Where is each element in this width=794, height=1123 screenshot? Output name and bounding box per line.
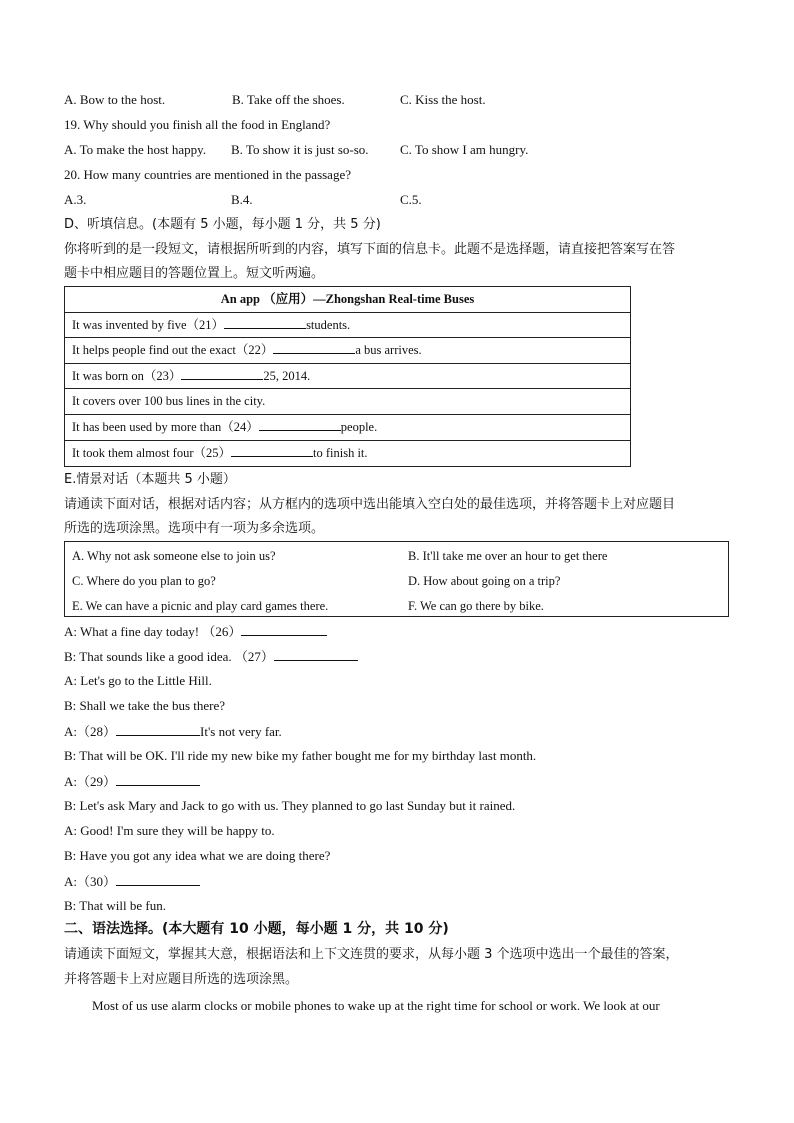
row-text-after: 25, 2014. xyxy=(263,368,311,383)
answer-blank-26[interactable] xyxy=(241,623,327,636)
q19-option-c: C. To show I am hungry. xyxy=(400,142,529,157)
option-c: C. Where do you plan to go? xyxy=(72,574,216,588)
row-text: It has been used by more than（24） xyxy=(72,419,259,434)
section-d-instruction-2: 题卡中相应题目的答题位置上。短文听两遍。 xyxy=(64,266,325,281)
table-row xyxy=(65,441,630,467)
table-row xyxy=(65,389,630,415)
row-text: It was invented by five（21） xyxy=(72,317,225,332)
dialogue-text: B: That sounds like a good idea. （27） xyxy=(64,649,274,664)
table-row xyxy=(65,415,630,441)
q19-option-a: A. To make the host happy. xyxy=(64,142,207,157)
section-e-instruction-1: 请通读下面对话，根据对话内容；从方框内的选项中选出能填入空白处的最佳选项，并将答题卡上对应题目 xyxy=(64,497,676,512)
q20-option-a: A.3. xyxy=(64,192,87,207)
answer-blank-24[interactable] xyxy=(259,418,341,431)
part2-instruction-1: 请通读下面短文，掌握其大意，根据语法和上下文连贯的要求，从每小题 3 个选项中选出一个最佳的答案， xyxy=(64,947,679,962)
option-b: B. It'll take me over an hour to get there xyxy=(408,549,608,563)
section-d-instruction-1: 你将听到的是一段短文，请根据所听到的内容，填写下面的信息卡。此题不是选择题，请直接把答案写在答 xyxy=(64,242,676,257)
q18-option-a: A. Bow to the host. xyxy=(64,92,166,107)
answer-blank-30[interactable] xyxy=(116,873,200,886)
section-e-title: E.情景对话（本题共 5 小题） xyxy=(64,472,236,487)
q18-option-b: B. Take off the shoes. xyxy=(232,92,345,107)
dialogue-line: B: Shall we take the bus there? xyxy=(64,698,226,713)
dialogue-line: A: Good! I'm sure they will be happy to. xyxy=(64,823,275,838)
dialogue-text: A:（29） xyxy=(64,774,117,789)
row-text-after: a bus arrives. xyxy=(355,343,422,358)
row-text: It took them almost four（25） xyxy=(72,445,232,460)
table-row xyxy=(65,338,630,364)
dialogue-line xyxy=(64,648,358,665)
q20-option-b: B.4. xyxy=(231,192,253,207)
row-text-after: people. xyxy=(340,419,378,434)
q19-option-b: B. To show it is just so-so. xyxy=(231,142,369,157)
section-e-instruction-2: 所选的选项涂黑。选项中有一项为多余选项。 xyxy=(64,521,325,536)
dialogue-line xyxy=(64,873,200,890)
part2-instruction-2: 并将答题卡上对应题目所选的选项涂黑。 xyxy=(64,972,299,987)
row-text: It helps people find out the exact（22） xyxy=(72,343,274,358)
row-text: It was born on（23） xyxy=(72,368,182,383)
answer-blank-22[interactable] xyxy=(273,341,355,354)
table-row xyxy=(65,313,630,339)
q18-option-c: C. Kiss the host. xyxy=(400,92,486,107)
section-d-title: D、听填信息。(本题有 5 小题，每小题 1 分，共 5 分) xyxy=(64,217,381,232)
dialogue-line xyxy=(64,773,200,790)
option-a: A. Why not ask someone else to join us? xyxy=(72,549,276,563)
dialogue-line xyxy=(64,623,327,640)
q20-option-c: C.5. xyxy=(400,192,422,207)
dialogue-text: A:（30） xyxy=(64,874,117,889)
row-text-after: students. xyxy=(306,317,351,332)
table-row xyxy=(65,364,630,390)
row-text-after: to finish it. xyxy=(313,445,368,460)
dialogue-text-after: It's not very far. xyxy=(200,724,282,739)
option-f: F. We can go there by bike. xyxy=(408,599,544,613)
option-e: E. We can have a picnic and play card games there. xyxy=(72,599,329,613)
info-card-table xyxy=(64,286,631,467)
answer-blank-27[interactable] xyxy=(274,648,358,661)
dialogue-line xyxy=(64,723,282,740)
answer-blank-25[interactable] xyxy=(231,444,313,457)
option-d: D. How about going on a trip? xyxy=(408,574,561,588)
answer-blank-28[interactable] xyxy=(116,723,200,736)
answer-blank-23[interactable] xyxy=(181,367,263,380)
dialogue-line: B: That will be fun. xyxy=(64,898,166,913)
table-title: An app （应用）—Zhongshan Real-time Buses xyxy=(65,287,630,313)
dialogue-line: B: That will be OK. I'll ride my new bike my father bought me for my birthday last month. xyxy=(64,748,537,763)
dialogue-line: A: Let's go to the Little Hill. xyxy=(64,673,212,688)
part2-title: 二、语法选择。(本大题有 10 小题，每小题 1 分，共 10 分) xyxy=(64,921,449,937)
q19-question: 19. Why should you finish all the food in England? xyxy=(64,117,331,132)
passage-first-line: Most of us use alarm clocks or mobile phones to wake up at the right time for school or work. We look at our xyxy=(92,998,660,1013)
row-text: It covers over 100 bus lines in the city. xyxy=(72,394,266,409)
dialogue-text: A: What a fine day today! （26） xyxy=(64,624,242,639)
dialogue-text: A:（28） xyxy=(64,724,117,739)
options-box xyxy=(64,541,729,617)
dialogue-line: B: Let's ask Mary and Jack to go with us. They planned to go last Sunday but it rained. xyxy=(64,798,516,813)
q20-question: 20. How many countries are mentioned in the passage? xyxy=(64,167,351,182)
answer-blank-21[interactable] xyxy=(224,316,306,329)
dialogue-line: B: Have you got any idea what we are doing there? xyxy=(64,848,331,863)
answer-blank-29[interactable] xyxy=(116,773,200,786)
